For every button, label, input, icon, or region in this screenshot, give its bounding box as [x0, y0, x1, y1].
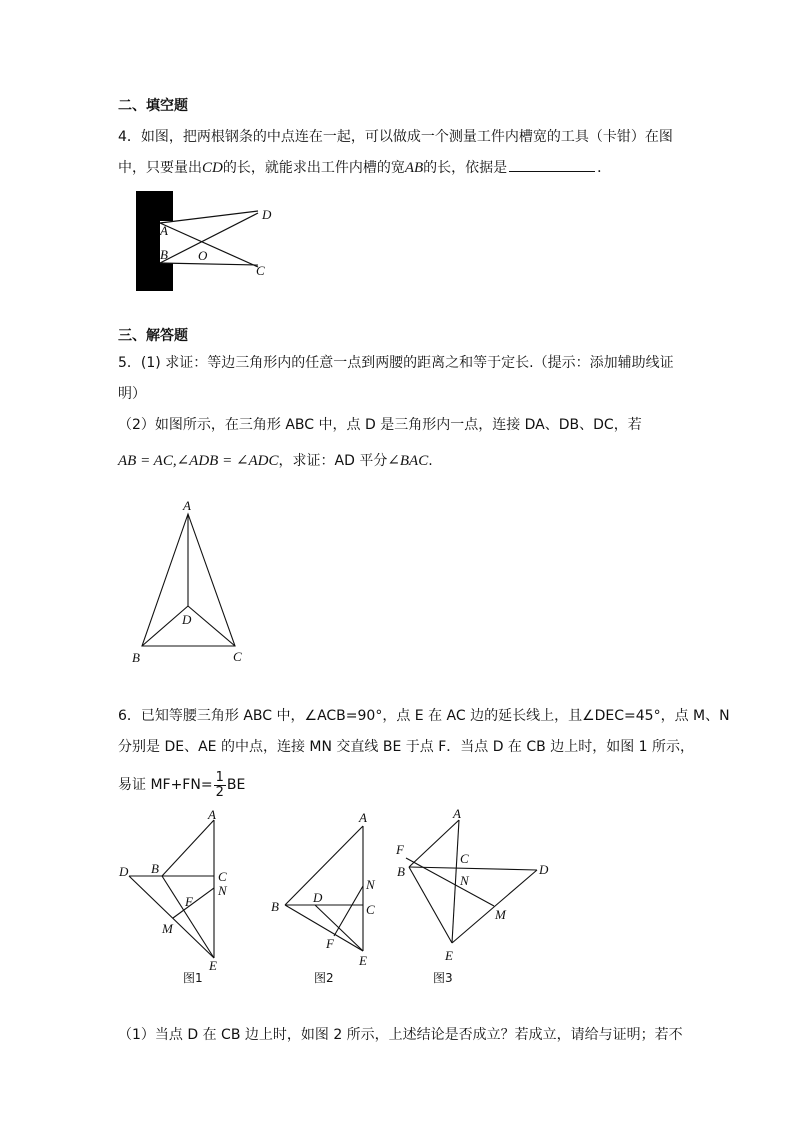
- label-m: M: [162, 921, 173, 936]
- segment-cd: CD: [202, 160, 223, 176]
- q6-figure-1: [115, 808, 245, 988]
- q6-figure-2: [265, 808, 395, 988]
- angle-bac: ∠BAC: [387, 453, 429, 469]
- bar-bo: [160, 213, 258, 263]
- label-b: B: [132, 650, 140, 665]
- seg-ab: [409, 820, 459, 867]
- label-b: B: [160, 247, 168, 262]
- label-d: D: [182, 612, 192, 627]
- label-c: C: [256, 263, 265, 278]
- label-c: C: [366, 902, 375, 917]
- steel-bar-bc: [160, 263, 258, 265]
- label-d: D: [262, 207, 272, 222]
- label-c: C: [460, 851, 469, 866]
- label-n: N: [366, 877, 375, 892]
- label-n: N: [460, 873, 469, 888]
- label-f: F: [326, 936, 334, 951]
- label-d: D: [313, 890, 323, 905]
- label-o: O: [198, 248, 208, 263]
- label-c: C: [218, 869, 227, 884]
- label-e: E: [445, 948, 453, 963]
- q6-part1: （1）当点 D 在 CB 边上时，如图 2 所示，上述结论是否成立？若成立，请给与证明；若不: [118, 1027, 683, 1043]
- seg-be: [162, 876, 214, 958]
- label-b: B: [397, 864, 405, 879]
- label-a: A: [183, 498, 191, 513]
- q4-calipers-figure: [130, 185, 300, 295]
- answer-blank[interactable]: [509, 157, 595, 172]
- label-c: C: [233, 649, 242, 664]
- figure-2-caption: 图2: [314, 971, 334, 985]
- segment-ab: AB: [404, 160, 424, 176]
- label-a: A: [208, 807, 216, 822]
- seg-be: [285, 905, 363, 951]
- label-f: F: [185, 894, 193, 909]
- bar-ao: [160, 223, 258, 267]
- label-n: N: [218, 883, 227, 898]
- seg-ae: [452, 820, 459, 943]
- q6-figure-3: [392, 800, 552, 985]
- seg-de: [129, 876, 214, 958]
- q6-line1: 6．已知等腰三角形 ABC 中，∠ACB=90°，点 E 在 AC 边的延长线上，且∠DEC=45°，点 M、N: [118, 708, 730, 724]
- q5-condition: AB = AC,∠ADB = ∠ADC: [118, 453, 279, 469]
- seg-ab: [162, 820, 214, 876]
- label-a: A: [160, 223, 168, 238]
- figure-3-caption: 图3: [433, 971, 453, 985]
- seg-be: [409, 867, 452, 943]
- seg-ab: [285, 826, 363, 905]
- label-f: F: [396, 842, 404, 857]
- label-a: A: [453, 806, 461, 821]
- q6-line2: 分别是 DE、AE 的中点，连接 MN 交直线 BE 于点 F．当点 D 在 CB 边上时，如图 1 所示，: [118, 739, 695, 755]
- figure-1-caption: 图1: [183, 971, 203, 985]
- label-a: A: [359, 810, 367, 825]
- seg-fm: [406, 858, 494, 906]
- q5-part2-line2: AB = AC,∠ADB = ∠ADC，求证：AD 平分∠BAC.: [118, 453, 433, 469]
- section-heading-fill-in: 二、填空题: [118, 98, 188, 114]
- q6-line3: 易证 MF+FN= $\frac{1}{2}$ BE: [118, 769, 246, 800]
- q5-part2-line1: （2）如图所示，在三角形 ABC 中，点 D 是三角形内一点，连接 DA、DB、DC，若: [118, 417, 642, 433]
- section-heading-solutions: 三、解答题: [118, 328, 188, 344]
- seg-nf: [334, 886, 363, 936]
- label-e: E: [209, 958, 217, 973]
- q5-part1-line1: 5．(1) 求证：等边三角形内的任意一点到两腰的距离之和等于定长.（提示：添加辅助线证: [118, 355, 674, 371]
- label-d: D: [539, 862, 549, 877]
- label-b: B: [271, 899, 279, 914]
- label-m: M: [495, 907, 506, 922]
- fraction-one-half: $\frac{1}{2}$: [215, 769, 224, 800]
- label-d: D: [119, 864, 129, 879]
- q4-line2: 中，只要量出CD的长，就能求出工件内槽的宽AB的长，依据是 ．: [118, 157, 611, 178]
- q5-part1-line2: 明）: [118, 386, 146, 402]
- steel-bar-ad: [160, 211, 258, 223]
- label-e: E: [359, 953, 367, 968]
- q5-triangle-figure: [125, 500, 255, 670]
- label-b: B: [151, 861, 159, 876]
- q4-line1: 4．如图，把两根钢条的中点连在一起，可以做成一个测量工件内槽宽的工具（卡钳）在图: [118, 129, 673, 145]
- workpiece-block: [136, 191, 173, 291]
